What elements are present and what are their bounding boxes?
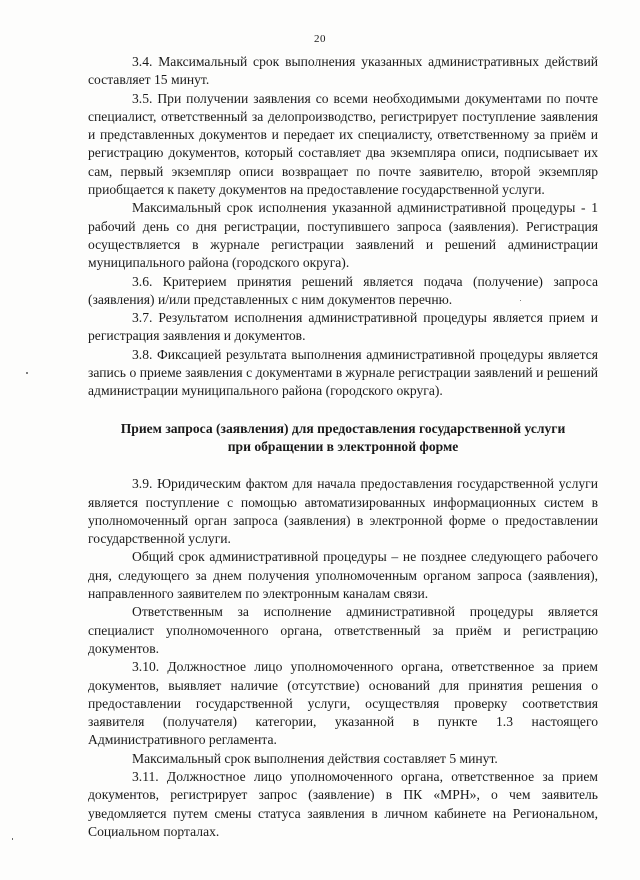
paragraph-responsible: Ответственным за исполнение административной процедуры является специалист уполномоченного органа, ответственный за приём и регистрацию документов. bbox=[88, 604, 598, 656]
paragraph-3-9: 3.9. Юридическим фактом для начала предоставления государственной услуги является поступление с помощью автоматизированных информационных систем в уполномоченный орган запроса (заявления) в электронной форме о предоставлении государственной услуги. bbox=[88, 476, 598, 547]
paragraph-3-4: 3.4. Максимальный срок выполнения указанных административных действий составляет 15 минут. bbox=[88, 54, 598, 88]
scan-speck bbox=[520, 300, 521, 301]
paragraph-3-8: 3.8. Фиксацией результата выполнения административной процедуры является запись о приеме заявления с документами в журнале регистрации заявлений и решений администрации муниципального района (городского округа). bbox=[88, 346, 598, 399]
paragraph-max-action-term: Максимальный срок выполнения действия составляет 5 минут. bbox=[132, 750, 498, 766]
document-body bbox=[88, 53, 598, 841]
paragraph-max-term: Максимальный срок исполнения указанной административной процедуры - 1 рабочий день со дня регистрации, поступившего запроса (заявления). Регистрация осуществляется в журнале регистрации заявлений и решений администрации муниципального района (городского округа). bbox=[88, 200, 598, 271]
paragraph-3-5: 3.5. При получении заявления со всеми необходимыми документами по почте специалист, ответственный за делопроизводство, регистрирует поступление заявления и представленных документов и передает их специалисту, ответственному за приём и регистрацию документов, который составляет два экземпляра описи, подписывает их сам, первый экземпляр описи возвращает по почте заявителю, второй экземпляр приобщается к пакету документов на предоставление государственной услуги. bbox=[88, 90, 598, 198]
paragraph-general-term: Общий срок административной процедуры – не позднее следующего рабочего дня, следующего за днем получения уполномоченным органом запроса (заявления), направленного заявителем по электронным каналам связи. bbox=[88, 549, 598, 602]
scan-speck bbox=[12, 838, 13, 840]
paragraph-3-6: 3.6. Критерием принятия решений является подача (получение) запроса (заявления) и/или представленных с ним документов перечню. bbox=[88, 273, 598, 307]
paragraph-3-10: 3.10. Должностное лицо уполномоченного органа, ответственное за прием документов, выявляет наличие (отсутствие) оснований для принятия решения о предоставлении государственной услуги, осуществляя проверку соответствия заявителя (получателя) категории, указанной в пункте 1.3 настоящего Административного регламента. bbox=[88, 659, 598, 748]
paragraph-3-11: 3.11. Должностное лицо уполномоченного органа, ответственное за прием документов, регистрирует запрос (заявление) в ПК «МРН», о чем заявитель уведомляется путем смены статуса заявления в личном кабинете на Региональном, Социальном порталах. bbox=[88, 768, 598, 839]
scan-speck bbox=[26, 372, 28, 374]
section-heading: Прием запроса (заявления) для предоставления государственной услуги при обращении в электронной форме bbox=[120, 420, 566, 454]
page-number: 20 bbox=[314, 33, 326, 45]
paragraph-3-7: 3.7. Результатом исполнения административной процедуры является прием и регистрация заявления и документов. bbox=[88, 310, 598, 344]
